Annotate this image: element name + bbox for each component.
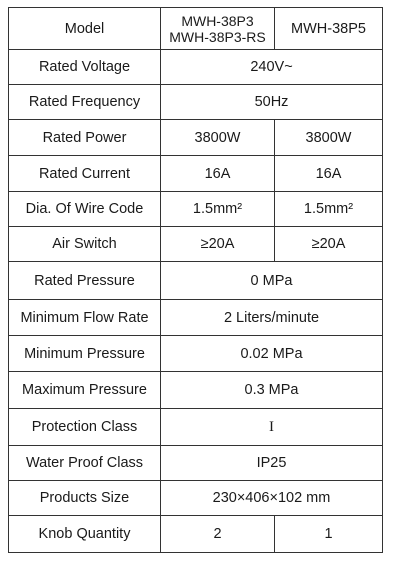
table-row [9,227,383,262]
row-value: 0.3 MPa [161,372,383,409]
row-label: Maximum Pressure [9,372,161,409]
row-label: Minimum Flow Rate [9,300,161,336]
row-label: Minimum Pressure [9,336,161,372]
table-row [9,192,383,227]
spec-table [8,7,383,553]
table-row [9,50,383,85]
row-value-a: ≥20A [161,227,275,262]
row-value-a: 3800W [161,120,275,156]
model-a-name: MWH-38P3 [181,12,254,29]
row-value: 2 Liters/minute [161,300,383,336]
row-value-b: 16A [275,156,383,192]
model-b-header: MWH-38P5 [275,8,383,50]
table-row [9,85,383,120]
table-row [9,120,383,156]
table-row [9,300,383,336]
row-value-b: 1.5mm² [275,192,383,227]
row-value: 0.02 MPa [161,336,383,372]
row-value-b: ≥20A [275,227,383,262]
row-label: Protection Class [9,409,161,446]
row-label: Rated Power [9,120,161,156]
row-label: Rated Frequency [9,85,161,120]
row-label: Rated Voltage [9,50,161,85]
row-value: I [161,409,383,446]
model-a-header [161,8,275,50]
model-header-label: Model [9,8,161,50]
row-label: Knob Quantity [9,516,161,553]
row-value-b: 3800W [275,120,383,156]
row-value: 0 MPa [161,262,383,300]
row-value-a: 16A [161,156,275,192]
table-row [9,409,383,446]
row-label: Rated Current [9,156,161,192]
row-label: Dia. Of Wire Code [9,192,161,227]
row-value-a: 2 [161,516,275,553]
row-value: 230×406×102 mm [161,481,383,516]
table-row [9,481,383,516]
row-value-b: 1 [275,516,383,553]
table-row-model [9,8,383,50]
row-value-a: 1.5mm² [161,192,275,227]
table-row [9,372,383,409]
row-value: IP25 [161,446,383,481]
table-row [9,156,383,192]
row-label: Rated Pressure [9,262,161,300]
row-value: 240V~ [161,50,383,85]
model-a-variant: MWH-38P3-RS [169,28,266,45]
row-label: Water Proof Class [9,446,161,481]
table-row [9,336,383,372]
table-row [9,262,383,300]
row-label: Products Size [9,481,161,516]
row-label: Air Switch [9,227,161,262]
row-value: 50Hz [161,85,383,120]
table-row [9,516,383,553]
table-row [9,446,383,481]
